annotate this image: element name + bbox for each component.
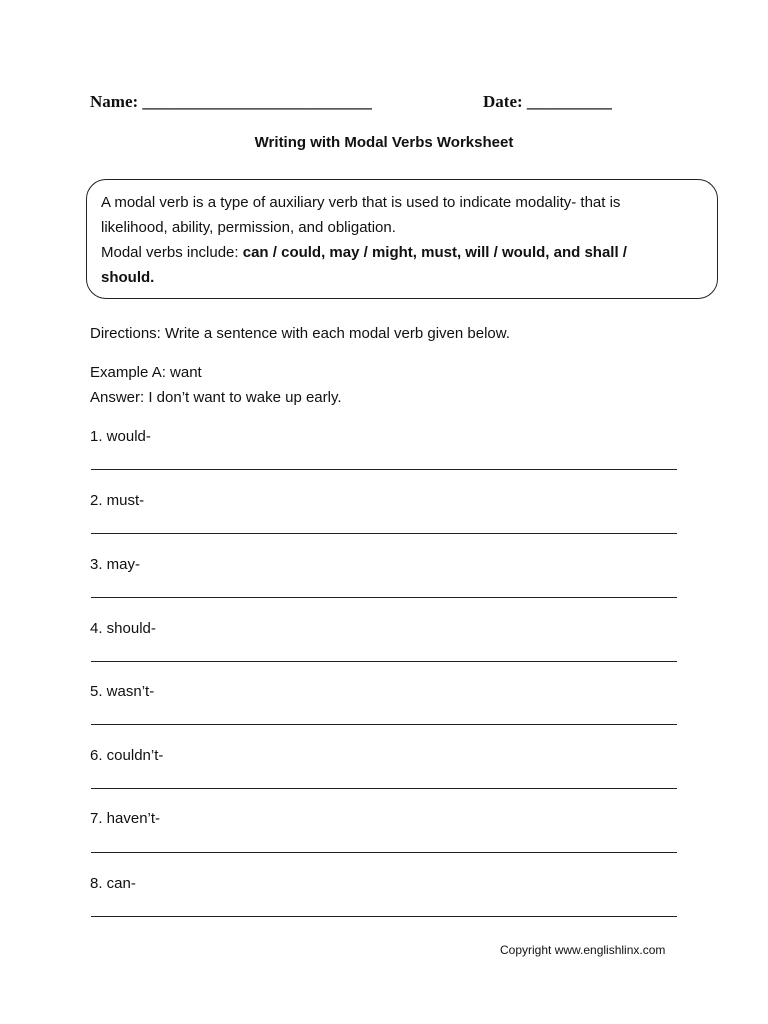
- definition-line-2: likelihood, ability, permission, and obligation.: [101, 219, 396, 236]
- header: [90, 92, 678, 116]
- question-8-label: 8. can-: [90, 875, 136, 892]
- question-7-label: 7. haven’t-: [90, 810, 161, 827]
- question-6-label: 6. couldn’t-: [90, 747, 164, 764]
- name-field-label: Name: ___________________________: [90, 92, 372, 111]
- copyright-footer: Copyright www.englishlinx.com: [500, 943, 666, 957]
- question-8-answer-line[interactable]: [91, 916, 677, 917]
- question-5-answer-line[interactable]: [91, 724, 677, 725]
- question-2-answer-line[interactable]: [91, 533, 677, 534]
- question-4-label: 4. should-: [90, 620, 156, 637]
- worksheet-title: Writing with Modal Verbs Worksheet: [254, 134, 514, 151]
- question-2-label: 2. must-: [90, 492, 145, 509]
- definition-line-4: [101, 265, 703, 290]
- definition-line-1: A modal verb is a type of auxiliary verb that is used to indicate modality- that is: [101, 194, 621, 211]
- question-5-label: 5. wasn’t-: [90, 683, 155, 700]
- question-3-label: 3. may-: [90, 556, 141, 573]
- definition-box: [86, 179, 718, 299]
- modal-verbs-list-end: should.: [101, 269, 155, 286]
- date-field-label: Date: __________: [483, 92, 612, 111]
- question-7-answer-line[interactable]: [91, 852, 677, 853]
- question-1-label: 1. would-: [90, 428, 151, 445]
- directions: Directions: Write a sentence with each modal verb given below.: [90, 325, 510, 342]
- modal-verbs-list: can / could, may / might, must, will / would, and shall /: [242, 244, 627, 261]
- example-prompt: Example A: want: [90, 364, 202, 381]
- question-4-answer-line[interactable]: [91, 661, 677, 662]
- definition-line-3: [101, 240, 703, 265]
- question-6-answer-line[interactable]: [91, 788, 677, 789]
- question-3-answer-line[interactable]: [91, 597, 677, 598]
- example-answer: Answer: I don’t want to wake up early.: [90, 389, 342, 406]
- question-1-answer-line[interactable]: [91, 469, 677, 470]
- definition-line-3-prefix: Modal verbs include:: [101, 244, 243, 261]
